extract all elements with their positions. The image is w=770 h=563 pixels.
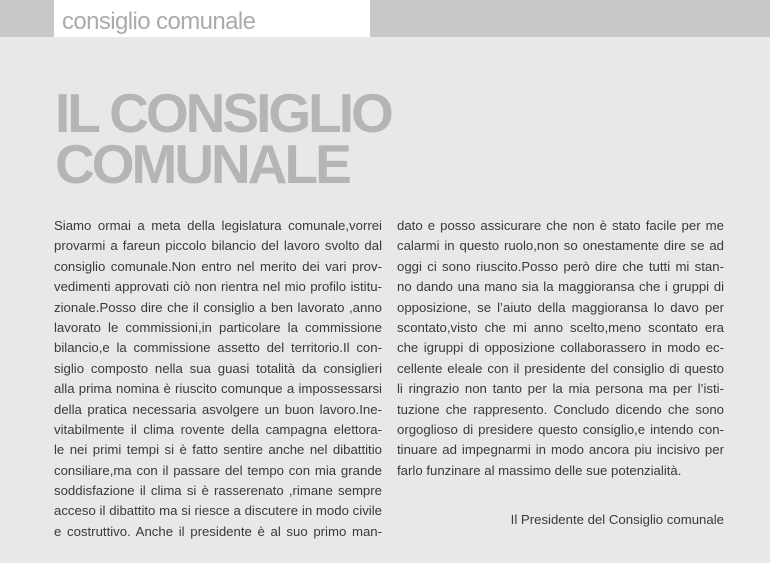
text-line: che igruppi di opposizione collaborassero in modo ec- <box>397 340 724 356</box>
text-line: no dando una mano sia la maggioransa che i gruppi di <box>397 279 724 295</box>
article-title-line-2: COMUNALE <box>55 133 349 195</box>
signature: Il Presidente del Consiglio comunale <box>510 512 724 527</box>
section-tab <box>54 0 370 37</box>
text-line: consiliare,ma con il passare del tempo con mia grande <box>54 462 382 478</box>
text-line: dato e posso assicurare che non è stato facile per me <box>397 218 724 233</box>
text-line: cellente eleale con il presidente del consiglio di questo <box>397 360 724 376</box>
article-title-line-1: IL CONSIGLIO <box>55 82 391 144</box>
text-line: alla prima nomina è riuscito comunque a impossessarsi <box>54 381 382 397</box>
text-line: provarmi a fareun piccolo bilancio del lavoro svolto dal <box>54 238 382 254</box>
text-line: consiglio comunale.Non entro nel merito dei vari prov- <box>54 258 382 274</box>
text-line: orgoglioso di presidere questo consiglio,e intendo con- <box>397 421 724 437</box>
text-line: opposizione, se l’aiuto della maggioransa lo davo per <box>397 299 724 315</box>
text-line: e costruttivo. Anche il presidente è al suo primo man- <box>54 523 382 539</box>
text-line: siglio composto nella sua guasi totalità da consiglieri <box>54 360 382 376</box>
text-line: acceso il dibattito ma si riesce a discutere in modo civile <box>54 503 382 519</box>
article-title <box>55 82 391 195</box>
text-line: vedimenti approvati ciò non rientra nel mio profilo istitu- <box>54 279 382 295</box>
text-line: Siamo ormai a meta della legislatura comunale,vorrei <box>54 218 382 233</box>
text-line: oggi ci sono riuscito.Posso però dire che tutti mi stan- <box>397 258 724 274</box>
text-line: bilancio,e la commissione assetto del territorio.Il con- <box>54 340 382 356</box>
text-line: soddisfazione il clima si è rasserenato ,rimane sempre <box>54 483 382 499</box>
article-right-column <box>397 216 724 481</box>
text-line: tinuare ad impegnarmi in modo ancora piu incisivo per <box>397 442 724 458</box>
text-line: lavorato le commissioni,in particolare la commissione <box>54 319 382 335</box>
text-line: calarmi in questo ruolo,non so onestamente dire se ad <box>397 238 724 254</box>
article-left-column <box>54 216 382 542</box>
text-line: tuzione che rappresento. Concludo dicendo che sono <box>397 401 724 417</box>
text-line: della pratica necessaria asvolgere un buon lavoro.Ine- <box>54 401 382 417</box>
text-line: zionale.Posso dire che il consiglio a ben lavorato ,anno <box>54 299 382 315</box>
section-label: consiglio comunale <box>62 8 256 35</box>
text-line: li ringrazio non tanto per la mia persona ma per l’isti- <box>397 381 724 397</box>
text-line: farlo funzinare al massimo delle sue potenzialità. <box>397 462 682 478</box>
text-line: vitabilmente il clima rovente della campagna elettora- <box>54 421 382 437</box>
text-line: scontato,visto che mi anno scelto,meno scontato era <box>397 319 724 335</box>
text-line: le nei primi tempi si è fatto sentire anche nel dibattitio <box>54 442 382 458</box>
